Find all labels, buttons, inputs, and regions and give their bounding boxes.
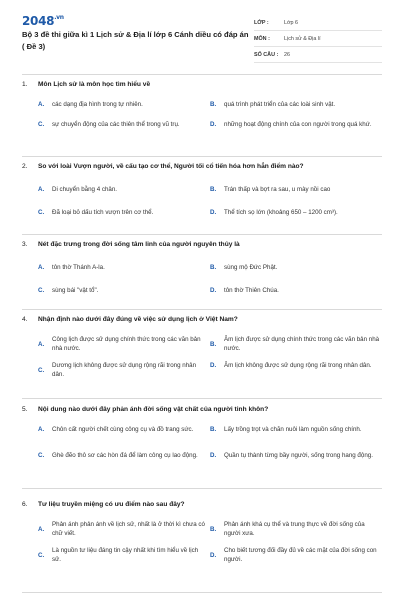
option-d[interactable] [210, 451, 380, 460]
option-b[interactable] [210, 185, 380, 194]
question-text: Môn Lịch sử là môn học tìm hiểu về [38, 81, 151, 88]
option-letter: C. [38, 121, 45, 128]
site-logo[interactable] [22, 14, 64, 28]
option-a[interactable] [38, 100, 208, 109]
question-text: Nhận định nào dưới đây đúng về việc sử dụng lịch ở Việt Nam? [38, 316, 238, 323]
divider [22, 309, 382, 310]
question-heading [22, 241, 382, 248]
option-letter: D. [210, 551, 217, 559]
option-letter: A. [38, 426, 45, 433]
info-row-subject [254, 31, 382, 47]
question-number: 4. [22, 316, 28, 323]
option-c[interactable] [38, 361, 208, 379]
option-d[interactable] [210, 286, 380, 295]
option-letter: D. [210, 209, 217, 216]
info-key: MÔN : [254, 35, 270, 42]
option-a[interactable] [38, 425, 208, 434]
options [38, 180, 382, 225]
option-letter: C. [38, 366, 45, 374]
info-key: SỐ CÂU : [254, 51, 279, 58]
question-heading [22, 163, 382, 170]
question-heading [22, 81, 382, 88]
option-letter: C. [38, 209, 45, 216]
option-text: sự chuyển động của các thiên thể trong vũ trụ. [52, 121, 180, 128]
option-text: Âm lịch không được sử dụng rộng rãi trong nhân dân. [224, 362, 372, 369]
question-text: Tư liệu truyền miệng có ưu điểm nào sau đây? [38, 501, 185, 508]
question-text: Nét đặc trưng trong đời sống tâm linh của người nguyên thủy là [38, 241, 240, 248]
question-number: 3. [22, 241, 28, 248]
option-letter: B. [210, 264, 217, 271]
option-d[interactable] [210, 208, 380, 217]
question-3 [22, 241, 382, 303]
option-text: Lấy trồng trọt và chăn nuôi làm nguồn sống chính. [224, 426, 362, 433]
options [38, 423, 382, 483]
option-text: Quần tụ thành từng bầy người, sống trong hang động. [224, 452, 373, 459]
option-c[interactable] [38, 546, 208, 564]
option-text: những hoạt động chính của con người trong quá khứ. [224, 121, 372, 128]
question-5 [22, 406, 382, 483]
options [38, 98, 382, 143]
info-row-grade [254, 15, 382, 31]
question-heading [22, 316, 382, 323]
option-text: tôn thờ Thánh A-la. [52, 264, 105, 271]
question-2 [22, 163, 382, 225]
info-key: LỚP : [254, 19, 269, 26]
option-b[interactable] [210, 425, 380, 434]
question-text: So với loài Vượn người, về cấu tạo cơ thể, Người tối cổ tiến hóa hơn hẳn điểm nào? [38, 163, 304, 170]
option-c[interactable] [38, 208, 208, 217]
option-d[interactable] [210, 361, 380, 370]
divider [22, 398, 382, 399]
page-header [0, 0, 400, 70]
question-text: Nội dung nào dưới đây phản ánh đời sống vật chất của người tinh khôn? [38, 406, 269, 413]
divider [22, 592, 382, 593]
option-letter: D. [210, 287, 217, 294]
option-d[interactable] [210, 120, 380, 129]
option-text: Chôn cất người chết cùng công cụ và đồ trang sức. [52, 426, 194, 433]
divider [22, 74, 382, 75]
info-row-count [254, 47, 382, 63]
option-b[interactable] [210, 263, 380, 272]
question-number: 1. [22, 81, 28, 88]
option-letter: B. [210, 186, 217, 193]
option-b[interactable] [210, 335, 380, 353]
option-text: Di chuyển bằng 4 chân. [52, 186, 118, 193]
info-value: 26 [284, 51, 290, 58]
option-letter: A. [38, 340, 45, 348]
logo-suffix: .vn [54, 14, 64, 21]
question-number: 5. [22, 406, 28, 413]
option-d[interactable] [210, 546, 380, 564]
option-text: quá trình phát triển của các loài sinh vật. [224, 101, 336, 108]
option-b[interactable] [210, 520, 380, 538]
option-letter: B. [210, 340, 217, 348]
option-letter: A. [38, 525, 45, 533]
options [38, 258, 382, 303]
question-1 [22, 81, 382, 143]
option-text: Công lịch được sử dụng chính thức trong các văn bản nhà nước. [52, 336, 201, 352]
option-c[interactable] [38, 286, 208, 295]
option-letter: B. [210, 525, 217, 533]
option-text: Ghè đẽo thô sơ các hòn đá để làm công cụ lao động. [52, 452, 198, 459]
option-letter: C. [38, 551, 45, 559]
option-letter: A. [38, 264, 45, 271]
option-letter: D. [210, 121, 217, 128]
option-a[interactable] [38, 185, 208, 194]
option-text: sùng bái "vật tổ". [52, 287, 99, 294]
divider [22, 156, 382, 157]
option-text: Thể tích sọ lớn (khoảng 650 – 1200 cm³). [224, 209, 338, 216]
info-value: Lịch sử & Địa lí [284, 35, 321, 42]
question-heading [22, 406, 382, 413]
option-letter: D. [210, 362, 217, 369]
exam-info-table [254, 15, 382, 63]
option-b[interactable] [210, 100, 380, 109]
option-letter: D. [210, 452, 217, 459]
question-4 [22, 316, 382, 393]
option-letter: A. [38, 186, 45, 193]
option-a[interactable] [38, 263, 208, 272]
option-text: Dương lịch không được sử dụng rộng rãi trong nhân dân. [52, 362, 197, 378]
option-letter: B. [210, 426, 217, 433]
option-text: Trán thấp và bợt ra sau, u mày nồi cao [224, 186, 331, 193]
option-text: Đã loại bỏ dấu tích vượn trên cơ thể. [52, 209, 154, 216]
option-text: sùng mộ Đức Phật. [224, 264, 278, 271]
divider [22, 234, 382, 235]
question-6 [22, 501, 382, 578]
option-letter: C. [38, 287, 45, 294]
info-value: Lớp 6 [284, 19, 299, 26]
question-number: 2. [22, 163, 28, 170]
option-text: tôn thờ Thiên Chúa. [224, 287, 279, 294]
option-text: các dạng địa hình trong tự nhiên. [52, 101, 143, 108]
option-a[interactable] [38, 520, 208, 538]
option-text: Phản ánh phản ánh về lịch sử, nhất là ở thời kì chưa có chữ viết. [52, 521, 205, 537]
page-title: Bộ 3 đề thi giữa kì 1 Lịch sử & Địa lí lớp 6 Cánh diều có đáp án ( Đề 3) [22, 30, 249, 51]
option-c[interactable] [38, 451, 208, 460]
options [38, 333, 382, 393]
option-letter: B. [210, 101, 217, 108]
option-a[interactable] [38, 335, 208, 353]
option-letter: C. [38, 452, 45, 459]
question-heading [22, 501, 382, 508]
option-text: Phản ánh khá cụ thể và trung thực về đời sống của người xưa. [224, 521, 365, 537]
options [38, 518, 382, 578]
option-c[interactable] [38, 120, 208, 129]
logo-text: 2048 [22, 14, 55, 28]
question-number: 6. [22, 501, 28, 508]
divider [22, 488, 382, 489]
option-text: Âm lịch được sử dụng chính thức trong các văn bản nhà nước. [224, 336, 380, 352]
option-text: Cho biết tương đối đầy đủ về các mặt của đời sống con người. [224, 547, 377, 563]
option-letter: A. [38, 101, 45, 108]
option-text: Là nguồn tư liệu đáng tin cậy nhất khi tìm hiểu về lịch sử. [52, 547, 199, 563]
